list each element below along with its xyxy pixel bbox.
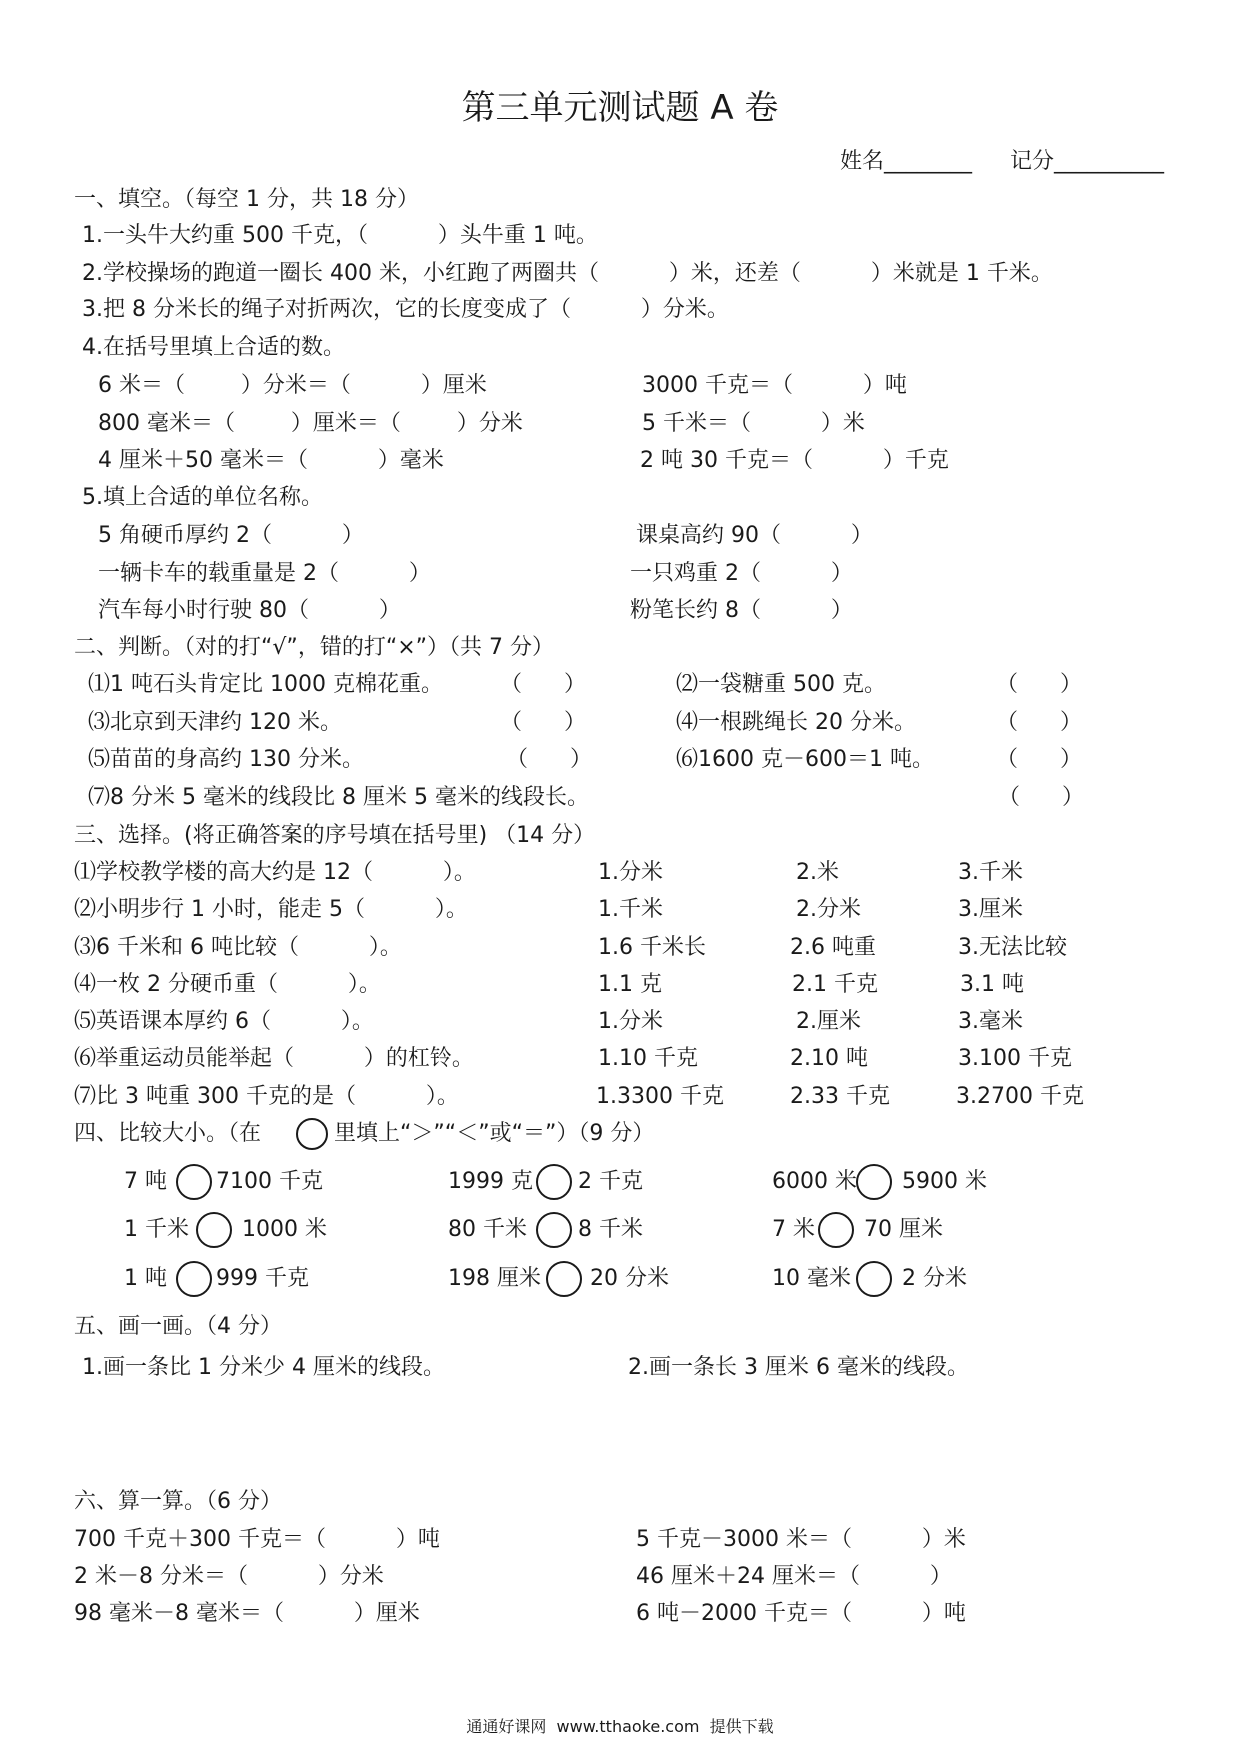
s1-question-4: 4.在括号里填上合适的数。 (82, 335, 345, 360)
compare-circle[interactable] (536, 1212, 572, 1248)
choice-option[interactable]: 3.1 吨 (960, 972, 1024, 997)
s1-q5-item: 一只鸡重 2（ ） (630, 561, 853, 586)
compare-circle[interactable] (546, 1261, 582, 1297)
compare-circle[interactable] (856, 1164, 892, 1200)
section-4-heading: 四、比较大小。（在 (74, 1121, 262, 1146)
compare-right: 70 厘米 (864, 1217, 943, 1242)
calc-item: 2 米－8 分米＝（ ）分米 (74, 1564, 384, 1589)
judge-item-text: ⑷一根跳绳长 20 分米。 (676, 710, 916, 735)
judge-item-text: ⑵一袋糖重 500 克。 (676, 672, 886, 697)
calc-item: 6 吨－2000 千克＝（ ）吨 (636, 1601, 966, 1626)
s1-question-3: 3.把 8 分米长的绳子对折两次，它的长度变成了（ ）分米。 (82, 297, 729, 322)
s1-q4-item: 800 毫米＝（ ）厘米＝（ ）分米 (98, 411, 523, 436)
judge-item-paren[interactable]: （ ） (500, 710, 586, 735)
compare-circle[interactable] (536, 1164, 572, 1200)
calc-item: 46 厘米＋24 厘米＝（ ） (636, 1564, 952, 1589)
choice-option[interactable]: 1.1 克 (598, 972, 662, 997)
compare-left: 198 厘米 (448, 1266, 541, 1291)
choice-option[interactable]: 3.毫米 (958, 1009, 1023, 1034)
s1-q5-item: 汽车每小时行驶 80（ ） (98, 598, 401, 623)
section-3-heading: 三、选择。(将正确答案的序号填在括号里) （14 分） (74, 823, 596, 848)
compare-left: 1 千米 (124, 1217, 189, 1242)
s1-q5-item: 一辆卡车的载重量是 2（ ） (98, 561, 431, 586)
compare-left: 1999 克 (448, 1169, 533, 1194)
compare-right: 5900 米 (902, 1169, 987, 1194)
calc-item: 700 千克＋300 千克＝（ ）吨 (74, 1527, 440, 1552)
section-2-heading: 二、判断。（对的打“√”，错的打“×”）（共 7 分） (74, 635, 555, 660)
choice-option[interactable]: 2.厘米 (796, 1009, 861, 1034)
compare-right: 8 千米 (578, 1217, 643, 1242)
choice-option[interactable]: 1.分米 (598, 860, 663, 885)
compare-right: 7100 千克 (216, 1169, 323, 1194)
section-5-heading: 五、画一画。（4 分） (74, 1314, 282, 1339)
s1-question-5: 5.填上合适的单位名称。 (82, 485, 323, 510)
choice-option[interactable]: 1.千米 (598, 897, 663, 922)
name-field[interactable]: 姓名________ (840, 149, 973, 174)
compare-circle[interactable] (856, 1261, 892, 1297)
choice-question: ⑷一枚 2 分硬币重（ ）。 (74, 972, 381, 997)
choice-option[interactable]: 3.厘米 (958, 897, 1023, 922)
choice-option[interactable]: 3.千米 (958, 860, 1023, 885)
s1-q4-item: 2 吨 30 千克＝（ ）千克 (640, 448, 949, 473)
compare-right: 2 分米 (902, 1266, 967, 1291)
judge-item-text: ⑹1600 克－600＝1 吨。 (676, 747, 934, 772)
choice-option[interactable]: 2.6 吨重 (790, 935, 876, 960)
choice-option[interactable]: 1.3300 千克 (596, 1084, 724, 1109)
compare-circle[interactable] (176, 1261, 212, 1297)
s1-q5-item: 粉笔长约 8（ ） (630, 598, 853, 623)
calc-item: 98 毫米－8 毫米＝（ ）厘米 (74, 1601, 420, 1626)
compare-left: 80 千米 (448, 1217, 527, 1242)
compare-circle[interactable] (176, 1164, 212, 1200)
footer-credit: 通通好课网 www.tthaoke.com 提供下载 (466, 1717, 774, 1736)
section-6-heading: 六、算一算。（6 分） (74, 1489, 282, 1514)
choice-question: ⑴学校教学楼的高大约是 12（ ）。 (74, 860, 476, 885)
draw-question-1: 1.画一条比 1 分米少 4 厘米的线段。 (82, 1355, 445, 1380)
compare-right: 2 千克 (578, 1169, 643, 1194)
compare-right: 20 分米 (590, 1266, 669, 1291)
compare-right: 999 千克 (216, 1266, 309, 1291)
s1-q5-item: 课桌高约 90（ ） (636, 523, 873, 548)
s1-q5-item: 5 角硬币厚约 2（ ） (98, 523, 364, 548)
judge-item-paren[interactable]: （ ） (996, 710, 1082, 735)
choice-question: ⑶6 千米和 6 吨比较（ ）。 (74, 935, 402, 960)
judge-item-paren[interactable]: （ ） (500, 672, 586, 697)
choice-question: ⑹举重运动员能举起（ ）的杠铃。 (74, 1046, 474, 1071)
choice-option[interactable]: 3.100 千克 (958, 1046, 1072, 1071)
compare-left: 6000 米 (772, 1169, 857, 1194)
section-1-heading: 一、填空。（每空 1 分，共 18 分） (74, 187, 419, 212)
choice-option[interactable]: 2.10 吨 (790, 1046, 868, 1071)
compare-left: 7 米 (772, 1217, 815, 1242)
choice-option[interactable]: 3.2700 千克 (956, 1084, 1084, 1109)
choice-option[interactable]: 2.1 千克 (792, 972, 878, 997)
compare-left: 10 毫米 (772, 1266, 851, 1291)
judge-item-paren[interactable]: （ ） (996, 747, 1082, 772)
choice-question: ⑺比 3 吨重 300 千克的是（ ）。 (74, 1084, 459, 1109)
draw-question-2: 2.画一条长 3 厘米 6 毫米的线段。 (628, 1355, 969, 1380)
s1-q4-item: 4 厘米＋50 毫米＝（ ）毫米 (98, 448, 444, 473)
judge-item-paren[interactable]: （ ） (996, 672, 1082, 697)
s1-question-1: 1.一头牛大约重 500 千克，（ ）头牛重 1 吨。 (82, 223, 598, 248)
choice-option[interactable]: 1.10 千克 (598, 1046, 698, 1071)
s1-question-2: 2.学校操场的跑道一圈长 400 米，小红跑了两圈共（ ）米，还差（ ）米就是 1 千米。 (82, 261, 1053, 286)
choice-question: ⑸英语课本厚约 6（ ）。 (74, 1009, 374, 1034)
choice-option[interactable]: 2.米 (796, 860, 839, 885)
s1-q4-item: 3000 千克＝（ ）吨 (642, 373, 907, 398)
compare-circle-icon (296, 1118, 328, 1150)
s1-q4-item: 6 米＝（ ）分米＝（ ）厘米 (98, 373, 487, 398)
section-4-heading-rest: 里填上“＞”“＜”或“＝”）（9 分） (334, 1121, 655, 1146)
choice-question: ⑵小明步行 1 小时，能走 5（ ）。 (74, 897, 468, 922)
calc-item: 5 千克－3000 米＝（ ）米 (636, 1527, 966, 1552)
compare-right: 1000 米 (242, 1217, 327, 1242)
score-field[interactable]: 记分__________ (1010, 149, 1165, 174)
compare-circle[interactable] (196, 1212, 232, 1248)
judge-item-paren[interactable]: （ ） (998, 785, 1084, 810)
s1-q4-item: 5 千米＝（ ）米 (642, 411, 865, 436)
compare-left: 1 吨 (124, 1266, 167, 1291)
judge-item-text: ⑶北京到天津约 120 米。 (88, 710, 342, 735)
judge-item-paren[interactable]: （ ） (506, 747, 592, 772)
choice-option[interactable]: 2.33 千克 (790, 1084, 890, 1109)
choice-option[interactable]: 1.6 千米长 (598, 935, 706, 960)
choice-option[interactable]: 1.分米 (598, 1009, 663, 1034)
judge-item-text: ⑴1 吨石头肯定比 1000 克棉花重。 (88, 672, 443, 697)
choice-option[interactable]: 2.分米 (796, 897, 861, 922)
compare-left: 7 吨 (124, 1169, 167, 1194)
page-title: 第三单元测试题 A 卷 (461, 88, 779, 128)
compare-circle[interactable] (818, 1212, 854, 1248)
choice-option[interactable]: 3.无法比较 (958, 935, 1067, 960)
judge-item-text: ⑸苗苗的身高约 130 分米。 (88, 747, 364, 772)
judge-item-text: ⑺8 分米 5 毫米的线段比 8 厘米 5 毫米的线段长。 (88, 785, 589, 810)
